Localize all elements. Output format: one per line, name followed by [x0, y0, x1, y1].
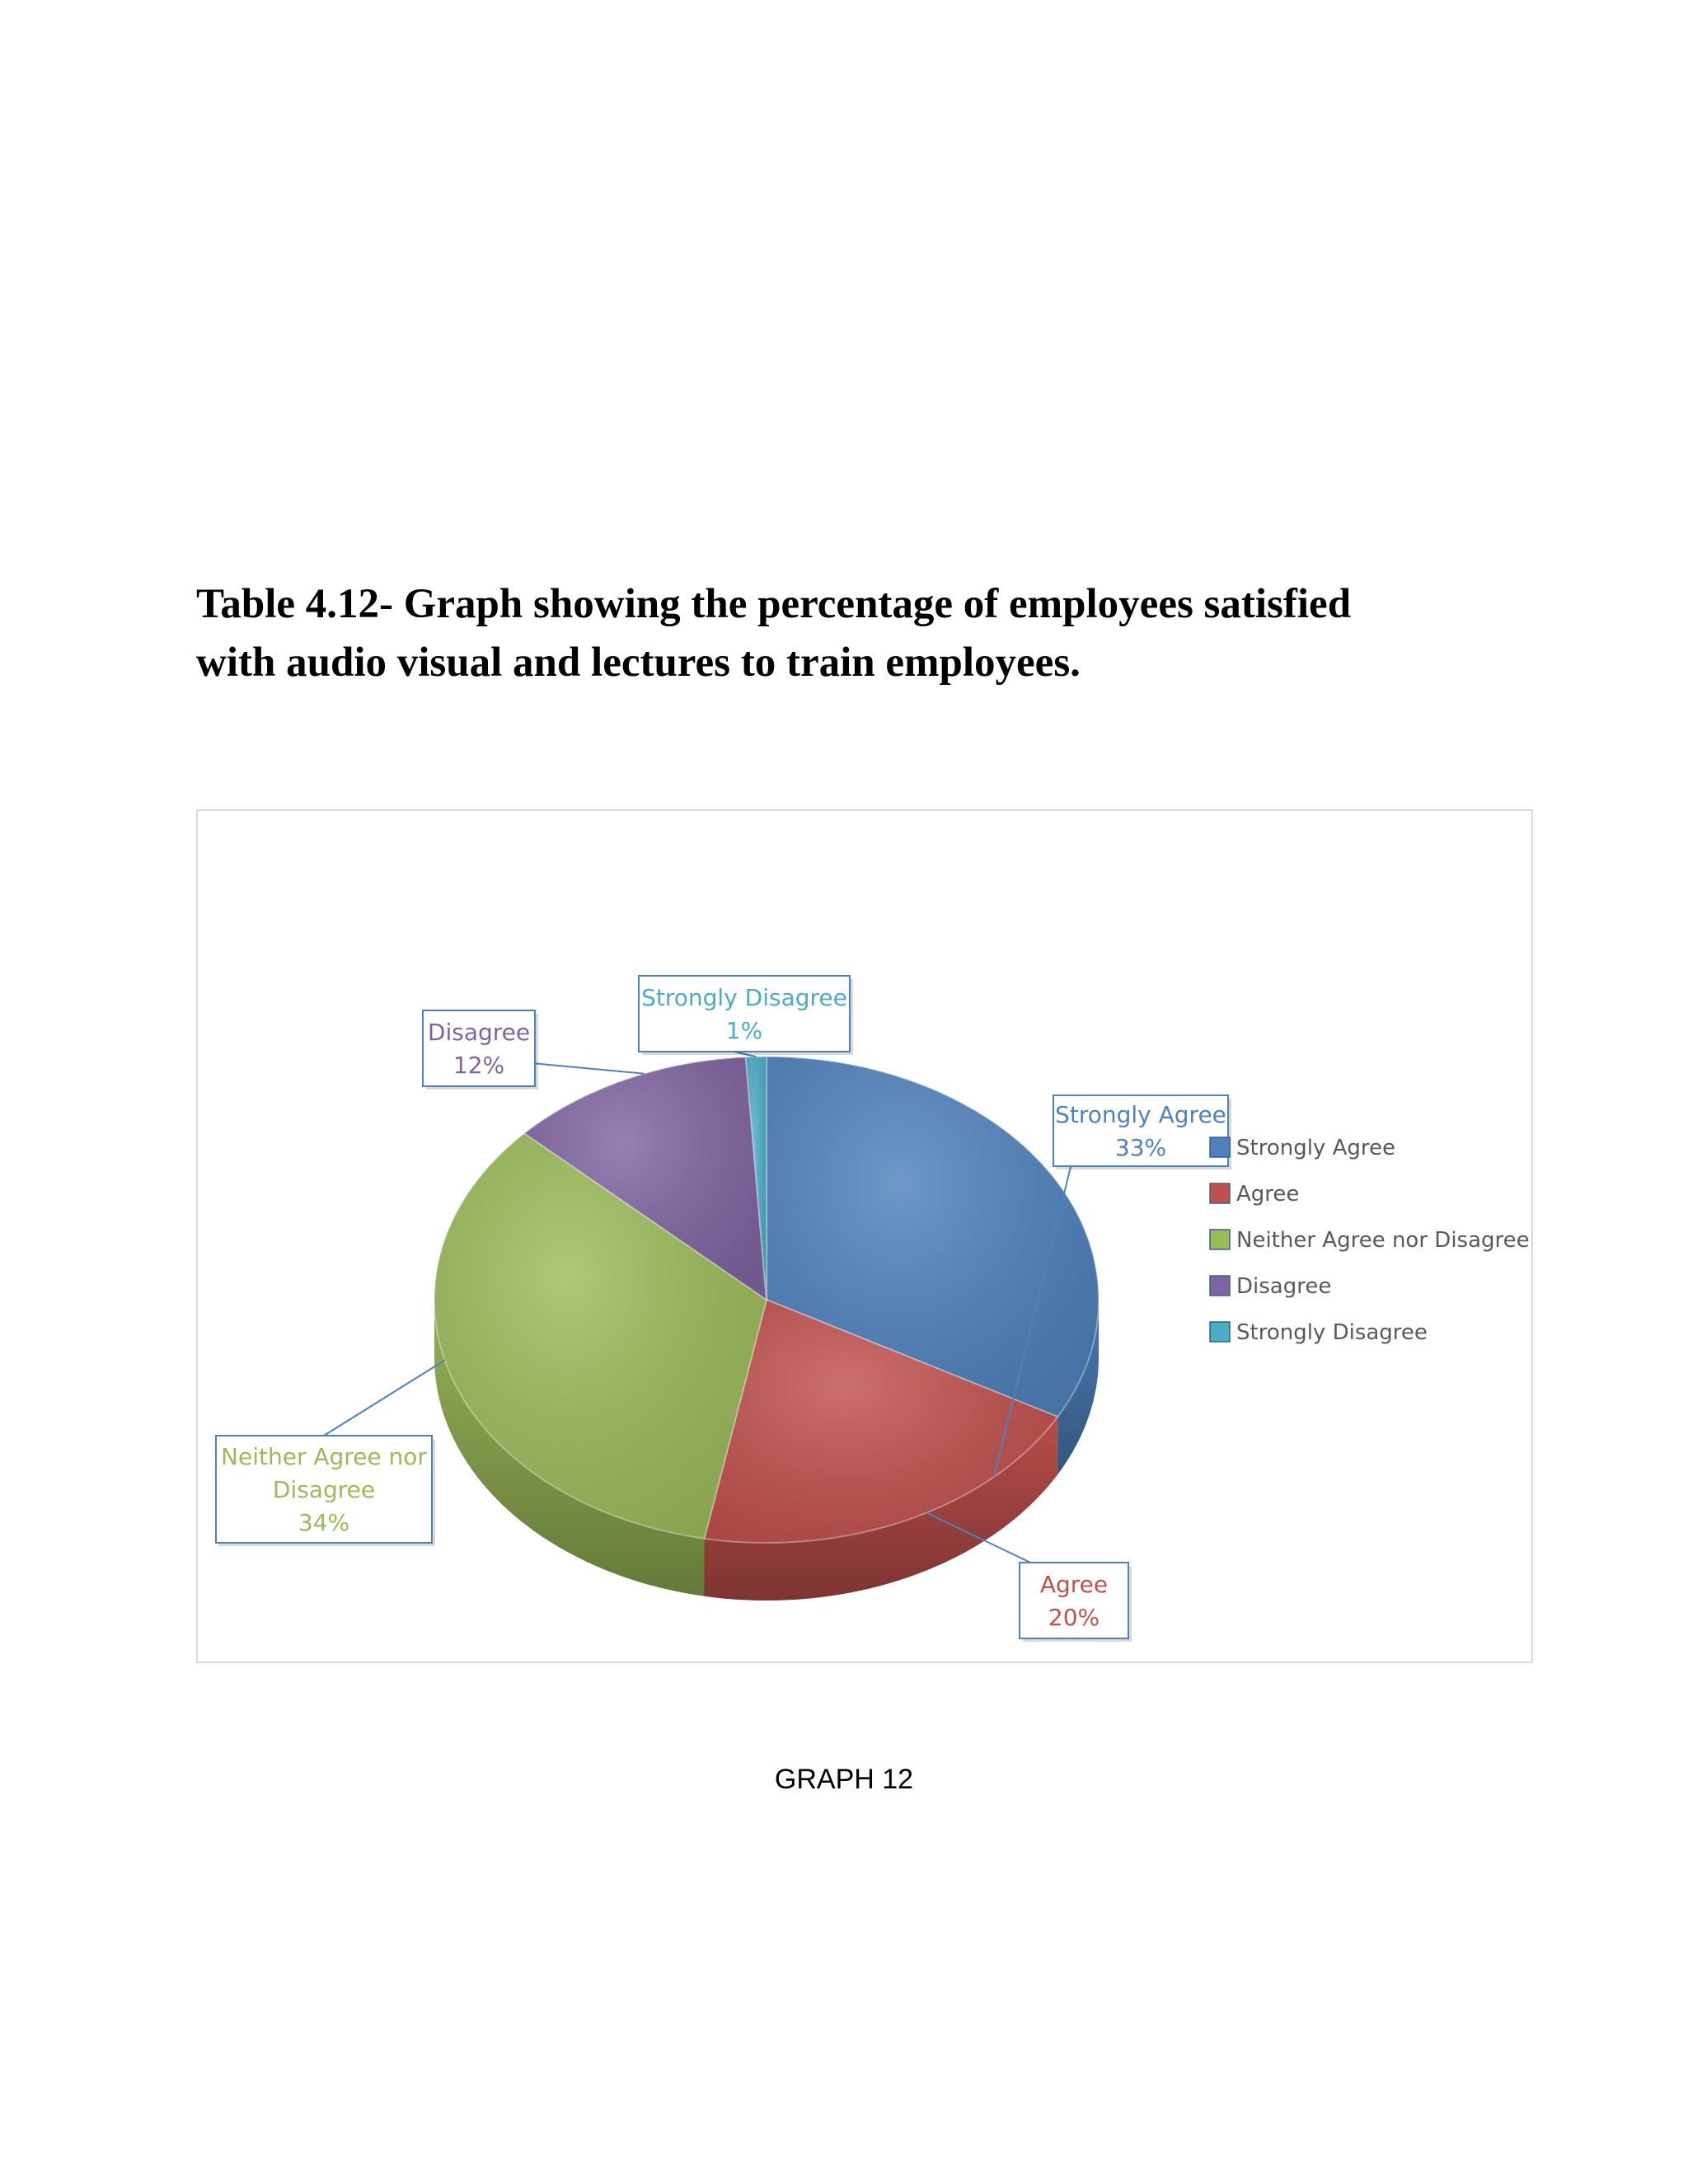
data-label-line: 20%: [1048, 1604, 1100, 1631]
data-label-line: 33%: [1114, 1134, 1167, 1161]
data-label-strongly-agree: [1053, 1095, 1231, 1169]
pie-chart: [198, 811, 1535, 1665]
legend-label: Neither Agree nor Disagree: [1236, 1228, 1530, 1253]
leader-line: [535, 1063, 645, 1073]
data-label-line: Strongly Disagree: [641, 984, 847, 1011]
data-label-line: Disagree: [272, 1476, 376, 1503]
data-label-neither-agree-nor-disagree: [216, 1436, 435, 1546]
legend-label: Agree: [1236, 1182, 1300, 1207]
data-label-line: 12%: [452, 1052, 505, 1079]
data-label-line: Strongly Agree: [1055, 1101, 1226, 1128]
legend-item-strongly-disagree: [1210, 1320, 1428, 1345]
graph-caption: GRAPH 12: [774, 1764, 914, 1795]
data-label-line: Disagree: [427, 1019, 531, 1046]
legend-swatch: [1210, 1276, 1230, 1296]
legend-swatch: [1210, 1322, 1230, 1342]
data-label-line: Neither Agree nor: [221, 1443, 427, 1470]
legend-item-agree: [1210, 1182, 1299, 1207]
legend-swatch: [1210, 1137, 1230, 1157]
title-line-2: with audio visual and lectures to train employees.: [196, 640, 1081, 686]
data-label-agree: [1020, 1563, 1132, 1642]
data-label-line: 1%: [725, 1017, 763, 1044]
legend-label: Disagree: [1236, 1274, 1332, 1299]
legend-swatch: [1210, 1183, 1230, 1203]
data-label-line: Agree: [1039, 1571, 1109, 1598]
legend-label: Strongly Disagree: [1236, 1320, 1428, 1345]
leader-line: [324, 1360, 445, 1436]
title-line-1: Table 4.12- Graph showing the percentage of employees satisfied: [196, 581, 1352, 627]
data-label-strongly-disagree: [639, 976, 853, 1055]
legend-item-neither-agree-nor-disagree: [1210, 1228, 1530, 1253]
chart-frame: [196, 809, 1533, 1663]
legend-item-disagree: [1210, 1274, 1331, 1299]
data-label-disagree: [423, 1010, 538, 1090]
legend-swatch: [1210, 1230, 1230, 1249]
legend-label: Strongly Agree: [1236, 1136, 1395, 1160]
legend-item-strongly-agree: [1210, 1136, 1395, 1160]
page-title: [196, 575, 1482, 692]
data-label-line: 34%: [298, 1509, 350, 1536]
